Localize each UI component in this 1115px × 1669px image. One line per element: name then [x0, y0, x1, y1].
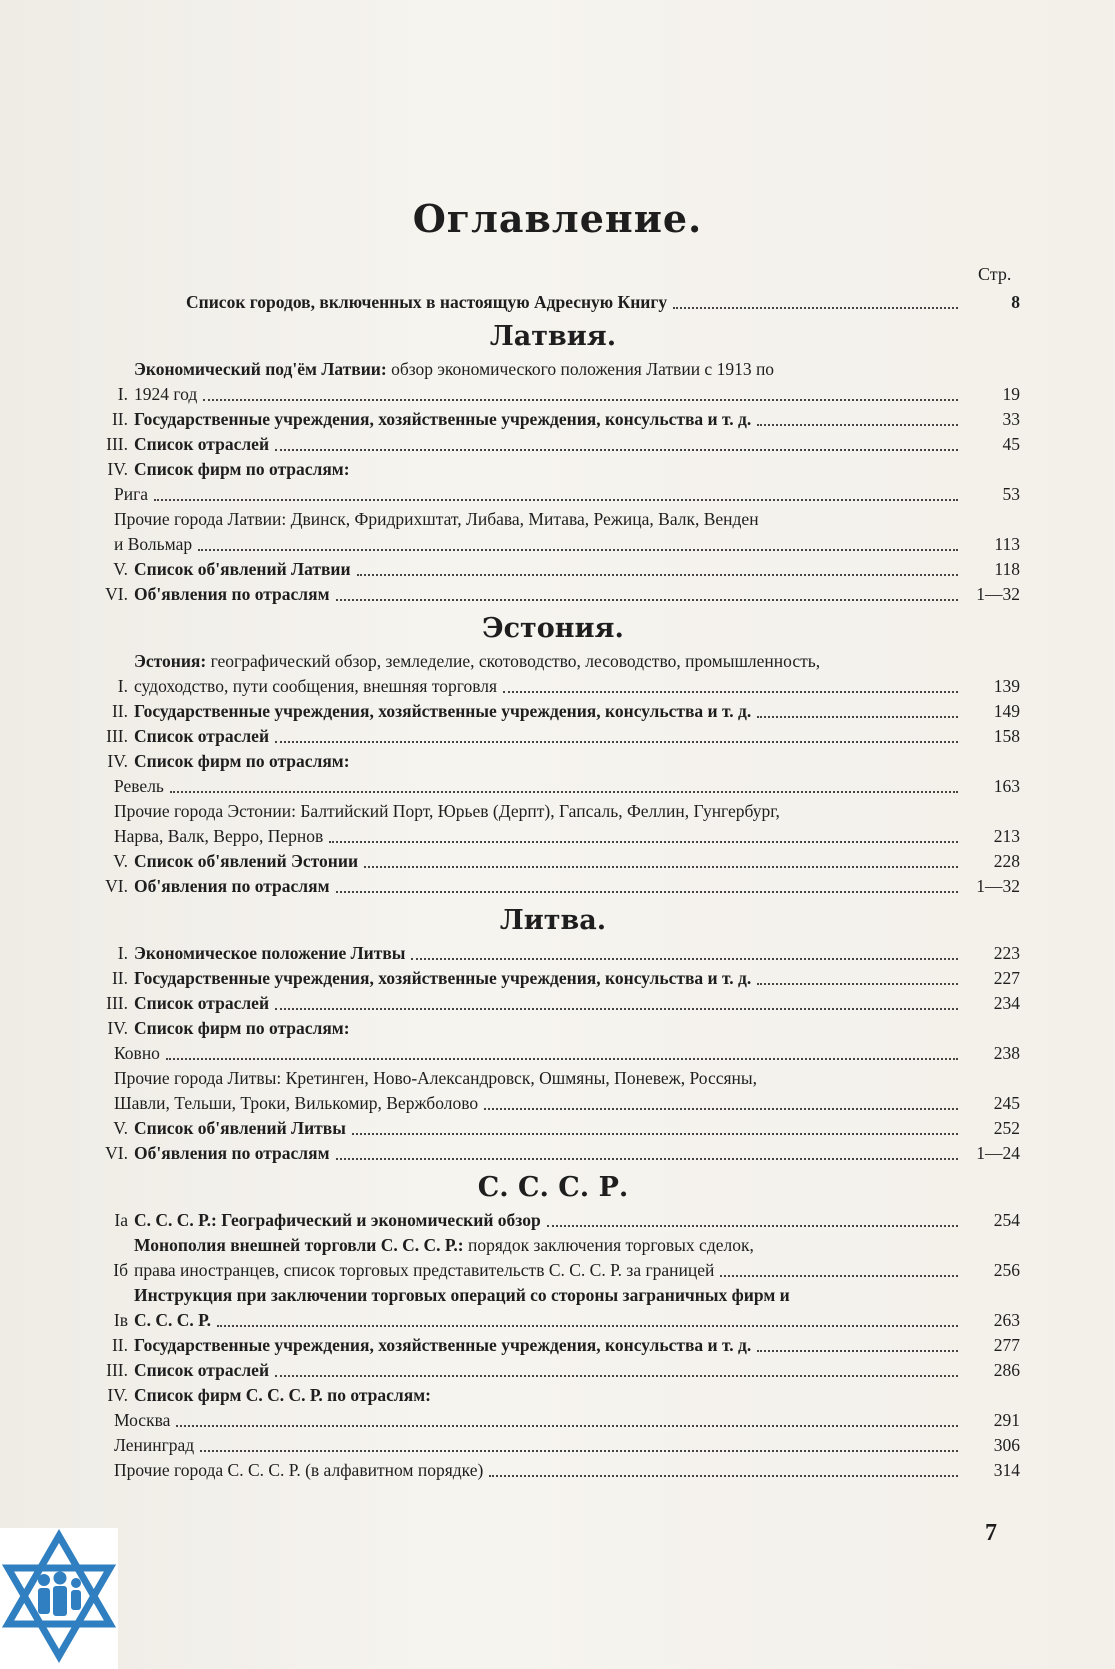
- toc-entry-text: Список отраслей: [134, 1360, 270, 1380]
- toc-entry[interactable]: [86, 1041, 1020, 1066]
- toc-entry-text: Ревель: [114, 776, 164, 796]
- leader-dots: [203, 399, 958, 401]
- page-title: Оглавление.: [412, 196, 703, 241]
- toc-entry-text: Экономическое положение Литвы: [134, 943, 406, 963]
- toc-entry-number: III.: [106, 993, 128, 1013]
- toc-entry[interactable]: [86, 432, 1020, 457]
- toc-entry-number: I.: [117, 384, 128, 404]
- toc-entry[interactable]: [86, 1116, 1020, 1141]
- leader-dots: [757, 424, 958, 426]
- toc-entry-text: Инструкция при заключении торговых операций со стороны заграничных фирм и: [134, 1285, 790, 1305]
- toc-entry-text: Государственные учреждения, хозяйственные учреждения, консульства и т. д.: [134, 968, 752, 988]
- toc-entry-page: 33: [1002, 409, 1020, 429]
- toc-entry-page: 252: [993, 1118, 1020, 1138]
- toc-entry-number: III.: [106, 726, 128, 746]
- toc-entry[interactable]: [86, 1408, 1020, 1433]
- toc-entry-page: 245: [993, 1093, 1020, 1113]
- toc-entry-text: Список фирм С. С. С. Р. по отраслям:: [134, 1385, 431, 1405]
- toc-entry-text: Список городов, включенных в настоящую Адресную Книгу: [186, 292, 668, 312]
- toc-entry-page: 234: [993, 993, 1020, 1013]
- toc-entry-number: IV.: [107, 751, 128, 771]
- toc-entry-number: VI.: [105, 876, 128, 896]
- leader-dots: [275, 741, 958, 743]
- star-of-david-family-icon: [0, 1528, 118, 1669]
- toc-entry-number: IV.: [107, 1385, 128, 1405]
- toc-entry-text: Москва: [114, 1410, 171, 1430]
- page-column-label: Стр.: [978, 264, 1012, 284]
- toc-entry[interactable]: [86, 799, 1020, 849]
- toc-entry[interactable]: [86, 1458, 1020, 1483]
- toc-entry-text: Список об'явлений Литвы: [134, 1118, 346, 1138]
- toc-entry-page: 227: [993, 968, 1020, 988]
- toc-entry[interactable]: [86, 582, 1020, 607]
- leader-dots: [757, 716, 958, 718]
- toc-entry-text: Список об'явлений Эстонии: [134, 851, 359, 871]
- toc-entry-text: Ленинград: [114, 1435, 195, 1455]
- toc-entry[interactable]: [86, 649, 1020, 699]
- toc-entry-text: права иностранцев, список торговых представительств С. С. С. Р. за границей: [134, 1260, 715, 1280]
- toc-entry-text: Список фирм по отраслям:: [134, 751, 350, 771]
- toc-entry-text: Нарва, Валк, Верро, Пернов: [114, 826, 324, 846]
- toc-entry-text: Список об'явлений Латвии: [134, 559, 351, 579]
- toc-entry-number: Iб: [113, 1260, 128, 1280]
- toc-entry[interactable]: [86, 482, 1020, 507]
- toc-entry[interactable]: [86, 557, 1020, 582]
- toc-entry-page: 238: [993, 1043, 1020, 1063]
- toc-entry-page: 277: [993, 1335, 1020, 1355]
- toc-entry-text: Рига: [114, 484, 149, 504]
- leader-dots: [364, 866, 958, 868]
- toc-entry-text: Список отраслей: [134, 993, 270, 1013]
- toc-entry-number: III.: [106, 434, 128, 454]
- page-number: 7: [985, 1520, 997, 1546]
- toc-entry-page: 118: [994, 559, 1020, 579]
- toc-entry-text: 1924 год: [134, 384, 198, 404]
- leader-dots: [198, 549, 958, 551]
- toc-entry-page: 149: [993, 701, 1020, 721]
- toc-intro-entry[interactable]: [86, 290, 1020, 315]
- toc-entry[interactable]: [86, 1383, 1020, 1408]
- toc-entry[interactable]: [86, 1283, 1020, 1333]
- leader-dots: [200, 1450, 958, 1452]
- toc-entry-page: 19: [1002, 384, 1020, 404]
- toc-entry-number: II.: [111, 409, 128, 429]
- toc-entry[interactable]: [86, 1433, 1020, 1458]
- toc-entry-text: С. С. С. Р.: [134, 1310, 212, 1330]
- leader-dots: [275, 1008, 958, 1010]
- toc-entry-number: V.: [113, 851, 128, 871]
- leader-dots: [352, 1133, 958, 1135]
- leader-dots: [489, 1475, 958, 1477]
- toc-entry-number: VI.: [105, 584, 128, 604]
- toc-entry[interactable]: [86, 874, 1020, 899]
- leader-dots: [336, 1158, 959, 1160]
- leader-dots: [357, 574, 958, 576]
- leader-dots: [154, 499, 958, 501]
- toc-entry-number: V.: [113, 1118, 128, 1138]
- leader-dots: [757, 983, 958, 985]
- toc-entry-text: Список фирм по отраслям:: [134, 1018, 350, 1038]
- toc-entry-number: III.: [106, 1360, 128, 1380]
- leader-dots: [503, 691, 958, 693]
- toc-entry[interactable]: [86, 1208, 1020, 1233]
- toc-entry-page: 1—32: [976, 584, 1020, 604]
- toc-entry[interactable]: [86, 699, 1020, 724]
- leader-dots: [170, 791, 958, 793]
- toc-entry[interactable]: [86, 1333, 1020, 1358]
- toc-entry[interactable]: [86, 966, 1020, 991]
- toc-entry-text: Государственные учреждения, хозяйственные учреждения, консульства и т. д.: [134, 409, 752, 429]
- toc-entry[interactable]: [86, 1358, 1020, 1383]
- toc-entry[interactable]: [86, 1066, 1020, 1116]
- toc-entry-text: Ковно: [114, 1043, 160, 1063]
- leader-dots: [720, 1275, 958, 1277]
- toc-entry-page: 286: [993, 1360, 1020, 1380]
- toc-entry-text: Прочие города С. С. С. Р. (в алфавитном порядке): [114, 1460, 484, 1480]
- toc-entry[interactable]: [86, 1016, 1020, 1041]
- leader-dots: [411, 958, 958, 960]
- toc-entry-text: Экономический под'ём Латвии: обзор экономического положения Латвии с 1913 по: [134, 359, 775, 379]
- toc-entry[interactable]: [86, 357, 1020, 407]
- leader-dots: [484, 1108, 958, 1110]
- toc-entry-number: I.: [117, 943, 128, 963]
- leader-dots: [336, 599, 959, 601]
- leader-dots: [166, 1058, 958, 1060]
- toc-entry-page: 113: [994, 534, 1020, 554]
- toc-entry[interactable]: [86, 457, 1020, 482]
- toc-entry-page: 291: [993, 1410, 1020, 1430]
- toc-entry-number: IV.: [107, 1018, 128, 1038]
- section-heading: Латвия.: [489, 321, 617, 352]
- toc-entry-text: Эстония: географический обзор, земледелие, скотоводство, лесоводство, промышленность,: [134, 651, 821, 671]
- toc-entry-text: Государственные учреждения, хозяйственные учреждения, консульства и т. д.: [134, 701, 752, 721]
- toc-entry-text: судоходство, пути сообщения, внешняя торговля: [134, 676, 498, 696]
- toc-entry-page: 306: [993, 1435, 1020, 1455]
- toc-entry[interactable]: [86, 407, 1020, 432]
- section-heading: С. С. С. Р.: [477, 1172, 629, 1203]
- toc-entry-page: 263: [993, 1310, 1020, 1330]
- toc-entry-text: и Вольмар: [114, 534, 193, 554]
- toc-entry[interactable]: [86, 991, 1020, 1016]
- toc-entry-number: II.: [111, 1335, 128, 1355]
- leader-dots: [176, 1425, 958, 1427]
- toc-entry-text: Об'явления по отраслям: [134, 584, 330, 604]
- table-of-contents: [86, 290, 1020, 1483]
- toc-entry-text: Шавли, Тельши, Троки, Вилькомир, Вержболово: [114, 1093, 479, 1113]
- toc-entry-text: Прочие города Литвы: Кретинген, Ново-Александровск, Ошмяны, Поневеж, Россяны,: [114, 1068, 758, 1088]
- leader-dots: [217, 1325, 958, 1327]
- toc-entry[interactable]: [86, 774, 1020, 799]
- toc-entry-number: I.: [117, 676, 128, 696]
- toc-entry-page: 314: [993, 1460, 1020, 1480]
- toc-entry-text: Об'явления по отраслям: [134, 876, 330, 896]
- toc-entry[interactable]: [86, 1233, 1020, 1283]
- leader-dots: [275, 449, 958, 451]
- leader-dots: [336, 891, 959, 893]
- toc-entry-page: 1—24: [976, 1143, 1020, 1163]
- toc-entry-number: Iа: [114, 1210, 128, 1230]
- toc-entry-page: 228: [993, 851, 1020, 871]
- toc-entry-number: VI.: [105, 1143, 128, 1163]
- toc-entry[interactable]: [86, 724, 1020, 749]
- leader-dots: [757, 1350, 958, 1352]
- toc-entry-text: Список отраслей: [134, 434, 270, 454]
- toc-entry[interactable]: [86, 1141, 1020, 1166]
- toc-entry-page: 163: [993, 776, 1020, 796]
- toc-entry-page: 45: [1002, 434, 1020, 454]
- section-heading: Эстония.: [482, 613, 624, 644]
- toc-entry-text: Прочие города Эстонии: Балтийский Порт, Юрьев (Дерпт), Гапсаль, Феллин, Гунгербург,: [114, 801, 780, 821]
- toc-entry-text: Государственные учреждения, хозяйственные учреждения, консульства и т. д.: [134, 1335, 752, 1355]
- toc-entry-page: 256: [993, 1260, 1020, 1280]
- section-heading: Литва.: [499, 905, 607, 936]
- toc-entry-text: Об'явления по отраслям: [134, 1143, 330, 1163]
- toc-entry-number: V.: [113, 559, 128, 579]
- toc-entry-page: 223: [993, 943, 1020, 963]
- toc-entry[interactable]: [86, 941, 1020, 966]
- leader-dots: [673, 307, 958, 309]
- toc-entry-page: 1—32: [976, 876, 1020, 896]
- toc-entry[interactable]: [86, 749, 1020, 774]
- toc-entry-text: Прочие города Латвии: Двинск, Фридрихштат, Либава, Митава, Режица, Валк, Венден: [114, 509, 759, 529]
- toc-entry-text: С. С. С. Р.: Географический и экономический обзор: [134, 1210, 541, 1230]
- toc-entry-number: Iв: [113, 1310, 128, 1330]
- toc-entry-page: 53: [1002, 484, 1020, 504]
- leader-dots: [275, 1375, 958, 1377]
- toc-entry-number: II.: [111, 701, 128, 721]
- toc-entry[interactable]: [86, 849, 1020, 874]
- toc-entry-page: 8: [1011, 292, 1020, 312]
- leader-dots: [547, 1225, 958, 1227]
- toc-entry-number: IV.: [107, 459, 128, 479]
- toc-entry-page: 254: [993, 1210, 1020, 1230]
- toc-entry-page: 158: [993, 726, 1020, 746]
- toc-entry-number: II.: [111, 968, 128, 988]
- toc-entry-text: Монополия внешней торговли С. С. С. Р.: порядок заключения торговых сделок,: [134, 1235, 754, 1255]
- toc-entry-text: Список фирм по отраслям:: [134, 459, 350, 479]
- toc-entry-page: 139: [993, 676, 1020, 696]
- leader-dots: [329, 841, 958, 843]
- toc-entry-text: Список отраслей: [134, 726, 270, 746]
- toc-entry-page: 213: [993, 826, 1020, 846]
- toc-entry[interactable]: [86, 507, 1020, 557]
